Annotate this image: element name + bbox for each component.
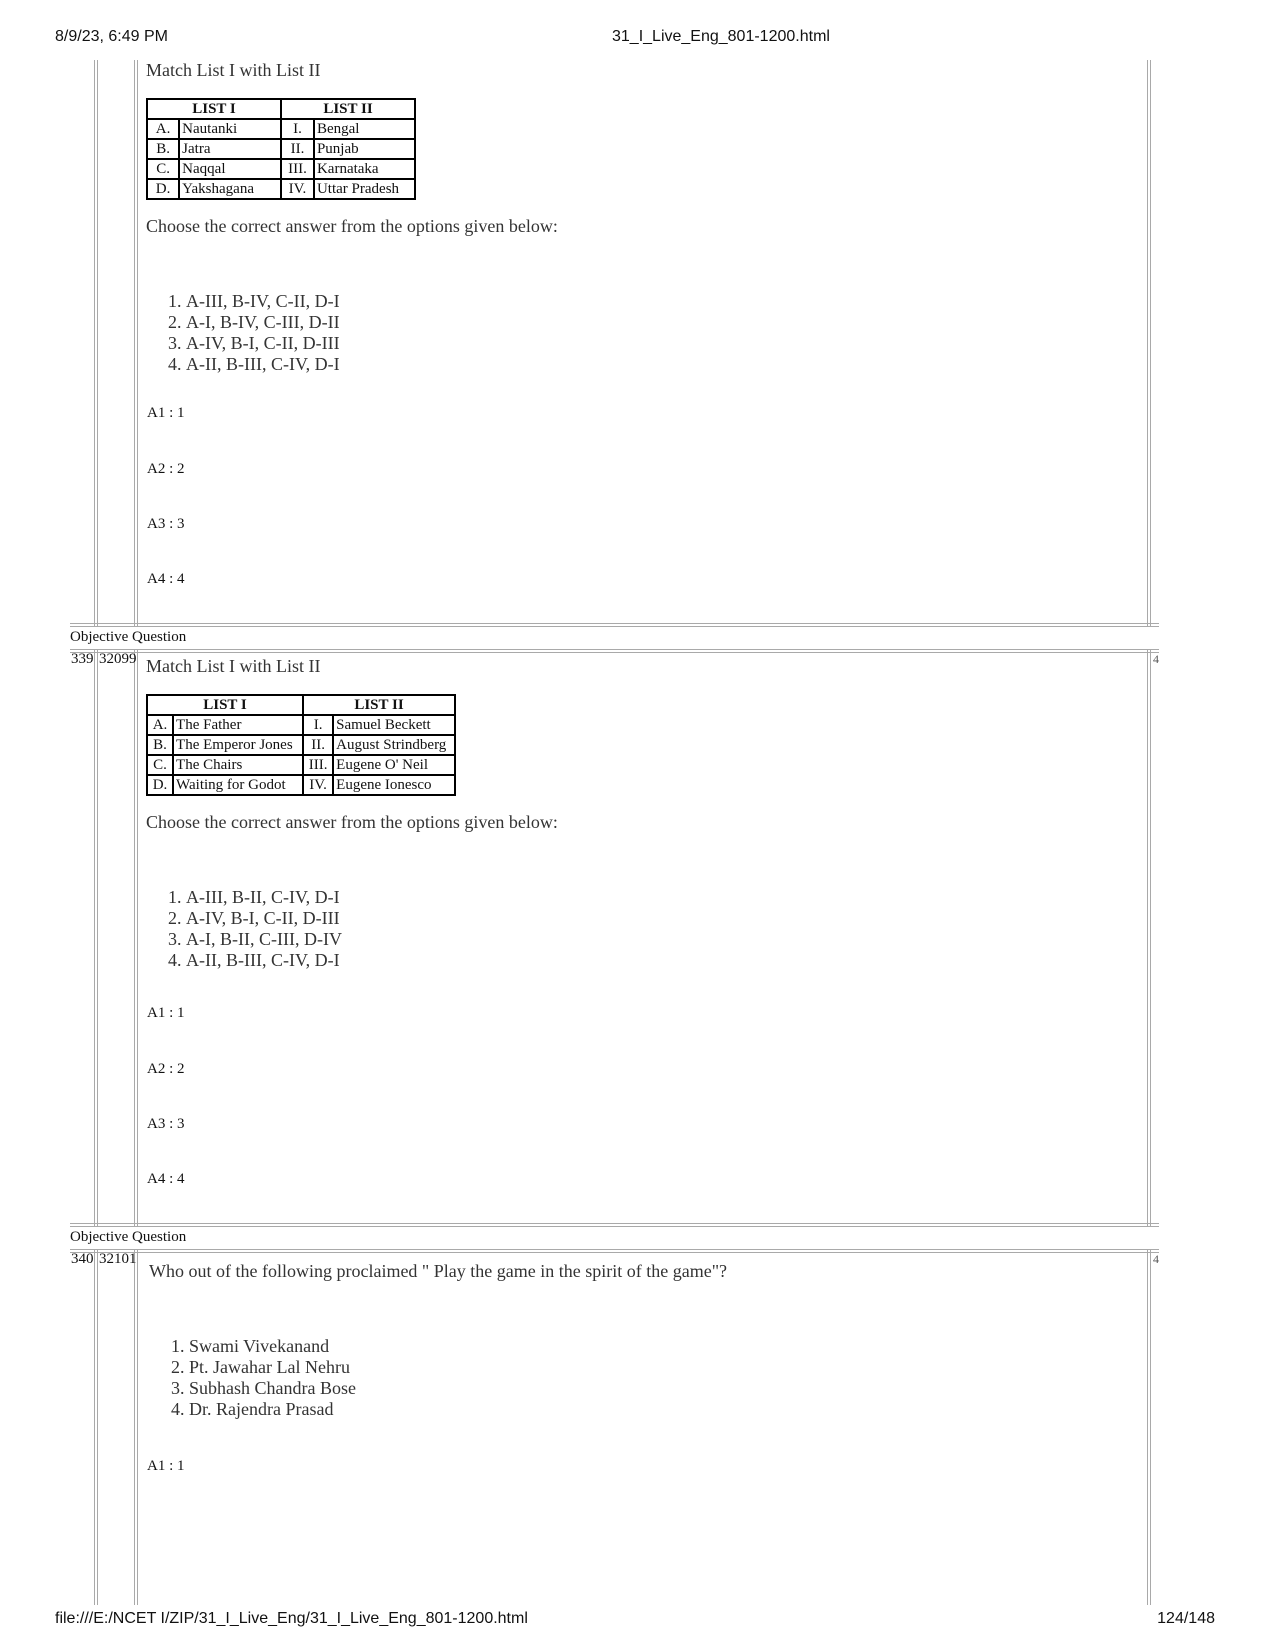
list1-value: Naqqal: [179, 159, 281, 179]
option-item: 1. A-III, B-IV, C-II, D-I: [186, 291, 1136, 312]
q338-options: [146, 291, 1136, 375]
list1-value: The Father: [173, 715, 303, 735]
list2-value: Bengal: [314, 119, 415, 139]
option-item: 1. A-III, B-II, C-IV, D-I: [186, 887, 1136, 908]
q339-serial: 339: [71, 651, 94, 667]
q339-id: 32099: [99, 651, 137, 667]
list1-key: B.: [147, 139, 179, 159]
option-item: 3. A-I, B-II, C-III, D-IV: [186, 929, 1136, 950]
q340-marks: 4: [1153, 1252, 1159, 1266]
q338-answer-1: A1 : 1: [147, 405, 185, 421]
list1-header: LIST I: [147, 695, 303, 715]
section-label: Objective Question: [70, 1229, 187, 1245]
list1-key: C.: [147, 755, 173, 775]
table-row: [147, 735, 455, 755]
list2-key: I.: [281, 119, 314, 139]
q339-content: [146, 656, 1136, 971]
list1-value: Nautanki: [179, 119, 281, 139]
list1-value: Waiting for Godot: [173, 775, 303, 795]
q340-id: 32101: [99, 1251, 137, 1267]
q340-options: [149, 1336, 1139, 1420]
list1-key: D.: [147, 179, 179, 199]
print-footer: [0, 1610, 1275, 1640]
option-item: 4. A-II, B-III, C-IV, D-I: [186, 354, 1136, 375]
list2-key: II.: [281, 139, 314, 159]
list2-key: I.: [303, 715, 333, 735]
print-header: [0, 28, 1275, 58]
list2-key: IV.: [303, 775, 333, 795]
q340-answer-1: A1 : 1: [147, 1458, 185, 1474]
list1-header: LIST I: [147, 99, 281, 119]
table-row: [147, 179, 415, 199]
list2-header: LIST II: [303, 695, 455, 715]
q338-answer-3: A3 : 3: [147, 516, 185, 532]
q339-answer-2: A2 : 2: [147, 1061, 185, 1077]
q339-match-table: [146, 694, 456, 796]
q338-answer-2: A2 : 2: [147, 461, 185, 477]
option-item: 2. A-IV, B-I, C-II, D-III: [186, 908, 1136, 929]
table-row: [147, 775, 455, 795]
q339-answer-4: A4 : 4: [147, 1171, 185, 1187]
list2-key: IV.: [281, 179, 314, 199]
q338-match-table: [146, 98, 416, 200]
list1-value: The Emperor Jones: [173, 735, 303, 755]
question-table: [70, 60, 1220, 1605]
print-page-number: 124/148: [1157, 1610, 1215, 1627]
q340-title: Who out of the following proclaimed " Play the game in the spirit of the game"?: [149, 1261, 728, 1281]
list2-value: Samuel Beckett: [333, 715, 455, 735]
q338-answer-4: A4 : 4: [147, 571, 185, 587]
list2-key: III.: [281, 159, 314, 179]
list2-value: Eugene Ionesco: [333, 775, 455, 795]
q339-title: Match List I with List II: [146, 656, 321, 676]
table-row: [147, 159, 415, 179]
print-doc-title: 31_I_Live_Eng_801-1200.html: [612, 28, 830, 45]
list2-value: August Strindberg: [333, 735, 455, 755]
q339-answer-3: A3 : 3: [147, 1116, 185, 1132]
list2-value: Uttar Pradesh: [314, 179, 415, 199]
list2-value: Eugene O' Neil: [333, 755, 455, 775]
q338-choose-instruction: Choose the correct answer from the options given below:: [146, 216, 558, 236]
option-item: 2. A-I, B-IV, C-III, D-II: [186, 312, 1136, 333]
list2-key: II.: [303, 735, 333, 755]
option-item: 4. A-II, B-III, C-IV, D-I: [186, 950, 1136, 971]
table-row: [147, 715, 455, 735]
section-label: Objective Question: [70, 629, 187, 645]
list1-key: A.: [147, 119, 179, 139]
q339-answer-1: A1 : 1: [147, 1005, 185, 1021]
list1-key: A.: [147, 715, 173, 735]
option-item: 3. Subhash Chandra Bose: [189, 1378, 1139, 1399]
option-item: 1. Swami Vivekanand: [189, 1336, 1139, 1357]
q339-choose-instruction: Choose the correct answer from the options given below:: [146, 812, 558, 832]
table-row: [147, 119, 415, 139]
q338-content: [146, 60, 1136, 375]
list1-value: Jatra: [179, 139, 281, 159]
list1-key: D.: [147, 775, 173, 795]
list2-key: III.: [303, 755, 333, 775]
list2-value: Punjab: [314, 139, 415, 159]
table-row: [147, 139, 415, 159]
q339-options: [146, 887, 1136, 971]
option-item: 3. A-IV, B-I, C-II, D-III: [186, 333, 1136, 354]
option-item: 4. Dr. Rajendra Prasad: [189, 1399, 1139, 1420]
list2-header: LIST II: [281, 99, 415, 119]
list1-key: B.: [147, 735, 173, 755]
table-row: [147, 755, 455, 775]
q340-content: [149, 1261, 1139, 1420]
print-file-path: file:///E:/NCET I/ZIP/31_I_Live_Eng/31_I_Live_Eng_801-1200.html: [55, 1610, 528, 1627]
q340-serial: 340: [71, 1251, 94, 1267]
option-item: 2. Pt. Jawahar Lal Nehru: [189, 1357, 1139, 1378]
q338-title: Match List I with List II: [146, 60, 321, 80]
print-datetime: 8/9/23, 6:49 PM: [55, 28, 168, 45]
list1-value: Yakshagana: [179, 179, 281, 199]
q339-marks: 4: [1153, 652, 1159, 666]
list1-key: C.: [147, 159, 179, 179]
list1-value: The Chairs: [173, 755, 303, 775]
list2-value: Karnataka: [314, 159, 415, 179]
